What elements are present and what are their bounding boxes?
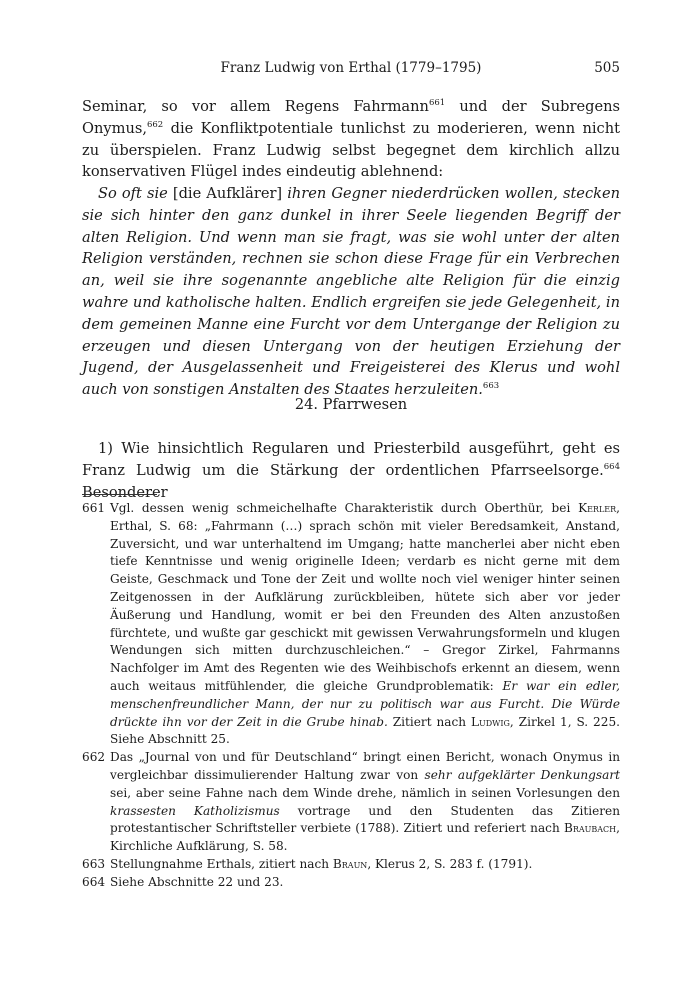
footnote-ref-664[interactable]: 664	[603, 461, 620, 472]
footnote-text: Das „Journal von und für Deutschland“ bringt einen Bericht, wonach Onymus in vergleichbar dissimulierender Haltung zwar von sehr aufgeklärter Denkungsart sei, aber seine Fahne nach dem Winde drehe, nämlich in seinen Vorlesungen den krassesten Katholizismus vortrage und den Studenten das Zitieren protestantischer Schriftsteller verbiete (1788). Zitiert und referiert nach Braubach, Kirchliche Aufklärung, S. 58.	[110, 750, 620, 854]
footnote-text: Vgl. dessen wenig schmeichelhafte Charakteristik durch Oberthür, bei Kerler, Erthal, S. 68: „Fahrmann (…) sprach schön mit vieler Beredsamkeit, Anstand, Zuversicht, und war unterhaltend im Umgang; hatte mancherlei aber nicht eben tiefe Kenntnisse und wenig originelle Ideen; verdarb es nicht gerne mit dem Geiste, Geschmack und Tone der Zeit und wollte noch viel weniger hinter seinen Zeitgenossen in der Aufklärung zurückbleiben, hütete sich aber vor jeder Äußerung und Handlung, womit er bei den Freunden des Alten anzustoßen fürchtete, und wußte gar geschickt mit gewissen Verwahrungsformeln und klugen Wendungen sich mitten durchzuschleichen.“ – Gregor Zirkel, Fahrmanns Nachfolger im Amt des Regenten wie des Weihbischofs erkennt an diesem, wenn auch weitaus mitfühlender, die gleiche Grundproblematik: Er war ein edler, menschenfreundlicher Mann, der nur zu politisch war aus Furcht. Die Würde drückte ihn vor der Zeit in die Grube hinab. Zitiert nach Ludwig, Zirkel 1, S. 225. Siehe Abschnitt 25.	[110, 501, 620, 747]
section-heading: 24. Pfarrwesen	[294, 396, 408, 413]
author-name: Ludwig	[470, 714, 510, 729]
footnote-number: 662	[82, 750, 106, 765]
footnote-663	[82, 856, 620, 874]
footnote-661	[82, 500, 620, 749]
quote-text	[82, 183, 620, 401]
footnote-separator	[82, 494, 157, 495]
running-header	[82, 60, 620, 80]
footnote-text: Stellungnahme Erthals, zitiert nach Braun, Klerus 2, S. 283 f. (1791).	[110, 856, 533, 871]
footnote-number: 663	[82, 856, 106, 871]
quote-run: So oft sie	[98, 185, 168, 202]
text-run: die Konfliktpotentiale tunlichst zu moderieren, wenn nicht zu überspielen. Franz Ludwig selbst begegnet dem kirchlich allzu konservativen Flügel indes eindeutig ablehnend:	[82, 119, 620, 181]
text-run: 1) Wie hinsichtlich Regularen und Priesterbild ausgeführt, geht es Franz Ludwig um die Stärkung der ordentlichen Pfarrseelsorge.	[82, 440, 620, 479]
text-run: Seminar, so vor allem Regens Fahrmann	[82, 98, 429, 115]
quote-run: ihren Gegner niederdrücken wollen, stecken sie sich hinter den ganz dunkel in ihrer Seele liegenden Begriff der alten Religion. Und wenn man sie fragt, was sie wohl unter der alten Religion verständen, rechnen sie schon diese Frage für ein Verbrechen an, weil sie ihre sogenannte angebliche alte Religion für die einzig wahre und katholische halten. Endlich ergreifen sie jede Gelegenheit, in dem gemeinen Manne eine Furcht vor dem Untergange der Religion zu erzeugen und diesen Untergang von der heutigen Erziehung der Jugend, der Ausgelassenheit und Freigeisterei des Klerus und wohl auch von sonstigen Anstalten des Staates herzuleiten.	[82, 185, 620, 399]
paragraph-text	[82, 438, 620, 503]
footnote-number: 664	[82, 874, 106, 889]
footnote-662	[82, 749, 620, 856]
footnote-ref-662[interactable]: 662	[146, 119, 164, 130]
footnote-ref-661[interactable]: 661	[428, 98, 446, 108]
running-title: Franz Ludwig von Erthal (1779–1795)	[220, 60, 482, 76]
page-number: 505	[594, 60, 620, 76]
author-name: Kerler	[578, 501, 617, 515]
author-name: Braubach	[563, 821, 617, 836]
text-run: Besonderer	[82, 483, 168, 501]
footnote-number: 661	[82, 501, 106, 515]
footnote-ref-663[interactable]: 663	[482, 381, 500, 392]
author-name: Braun	[332, 856, 368, 871]
footnote-664	[82, 874, 620, 892]
quote-insertion: [die Aufklärer]	[167, 185, 288, 202]
paragraph-pfarrwesen	[82, 438, 620, 503]
text-run: und der Subregens Onymus,	[82, 98, 620, 137]
paragraph-text	[82, 96, 620, 183]
footnote-text: Siehe Abschnitte 22 und 23.	[110, 874, 284, 889]
footnotes	[82, 500, 620, 892]
paragraph-seminar	[82, 96, 620, 183]
block-quote	[82, 183, 620, 401]
